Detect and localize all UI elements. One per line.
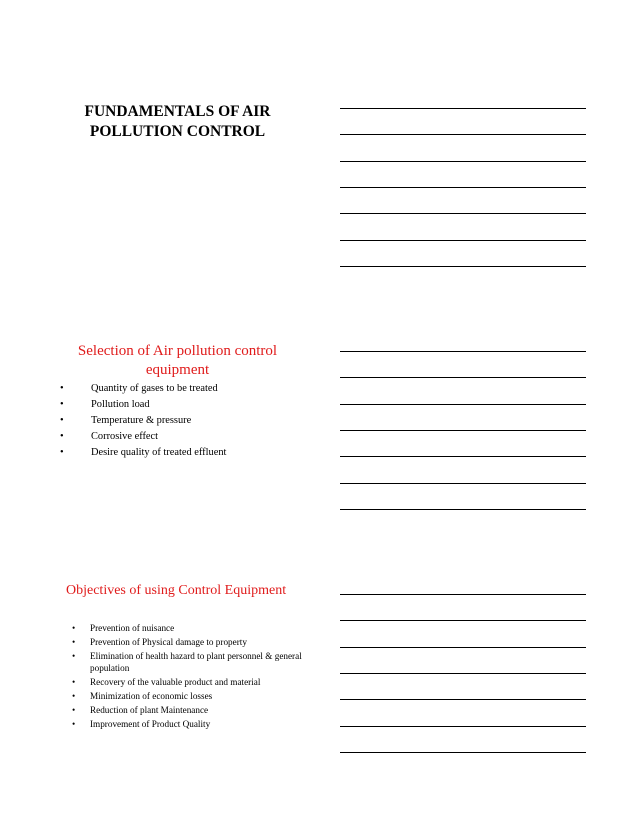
note-line — [340, 351, 586, 352]
bullet-icon: • — [60, 399, 64, 410]
note-line — [340, 377, 586, 378]
note-line — [340, 673, 586, 674]
list-item: • Corrosive effect — [60, 429, 310, 445]
note-line — [340, 620, 586, 621]
note-line — [340, 430, 586, 431]
list-item: • Desire quality of treated effluent — [60, 445, 310, 461]
note-line — [340, 266, 586, 267]
note-line — [340, 594, 586, 595]
note-line — [340, 456, 586, 457]
note-line — [340, 483, 586, 484]
list-item: • Reduction of plant Maintenance — [72, 704, 209, 715]
bullet-icon: • — [72, 637, 76, 647]
note-line — [340, 134, 586, 135]
list-item: • Recovery of the valuable product and material — [72, 676, 261, 687]
slide3-bullet-list — [72, 623, 302, 733]
bullet-icon: • — [60, 447, 64, 458]
bullet-icon: • — [60, 415, 64, 426]
list-item: • Temperature & pressure — [60, 413, 310, 429]
note-line — [340, 108, 586, 109]
bullet-icon: • — [72, 651, 76, 661]
note-line — [340, 752, 586, 753]
note-line — [340, 726, 586, 727]
note-line — [340, 161, 586, 162]
note-line — [340, 699, 586, 700]
list-item: • Improvement of Product Quality — [72, 718, 211, 729]
slide2-title: Selection of Air pollution control equipment — [77, 343, 278, 378]
list-item: • Prevention of Physical damage to property — [72, 637, 247, 647]
slide3-title: Objectives of using Control Equipment — [66, 583, 287, 598]
list-item: • Quantity of gases to be treated — [60, 381, 310, 397]
note-line — [340, 509, 586, 510]
note-line — [340, 213, 586, 214]
bullet-icon: • — [72, 676, 76, 687]
bullet-icon: • — [72, 704, 76, 715]
list-item: • Prevention of nuisance — [72, 623, 175, 633]
bullet-icon: • — [72, 690, 76, 701]
list-item: • Elimination of health hazard to plant personnel & general population — [72, 651, 302, 673]
slide2-bullet-list — [60, 381, 310, 461]
bullet-icon: • — [72, 623, 76, 633]
list-item: • Minimization of economic losses — [72, 690, 213, 701]
slide1-title: FUNDAMENTALS OF AIR POLLUTION CONTROL — [84, 103, 271, 140]
note-line — [340, 240, 586, 241]
note-line — [340, 647, 586, 648]
list-item: • Pollution load — [60, 397, 310, 413]
bullet-icon: • — [60, 383, 64, 394]
bullet-icon: • — [60, 431, 64, 442]
note-line — [340, 404, 586, 405]
note-line — [340, 187, 586, 188]
bullet-icon: • — [72, 718, 76, 729]
